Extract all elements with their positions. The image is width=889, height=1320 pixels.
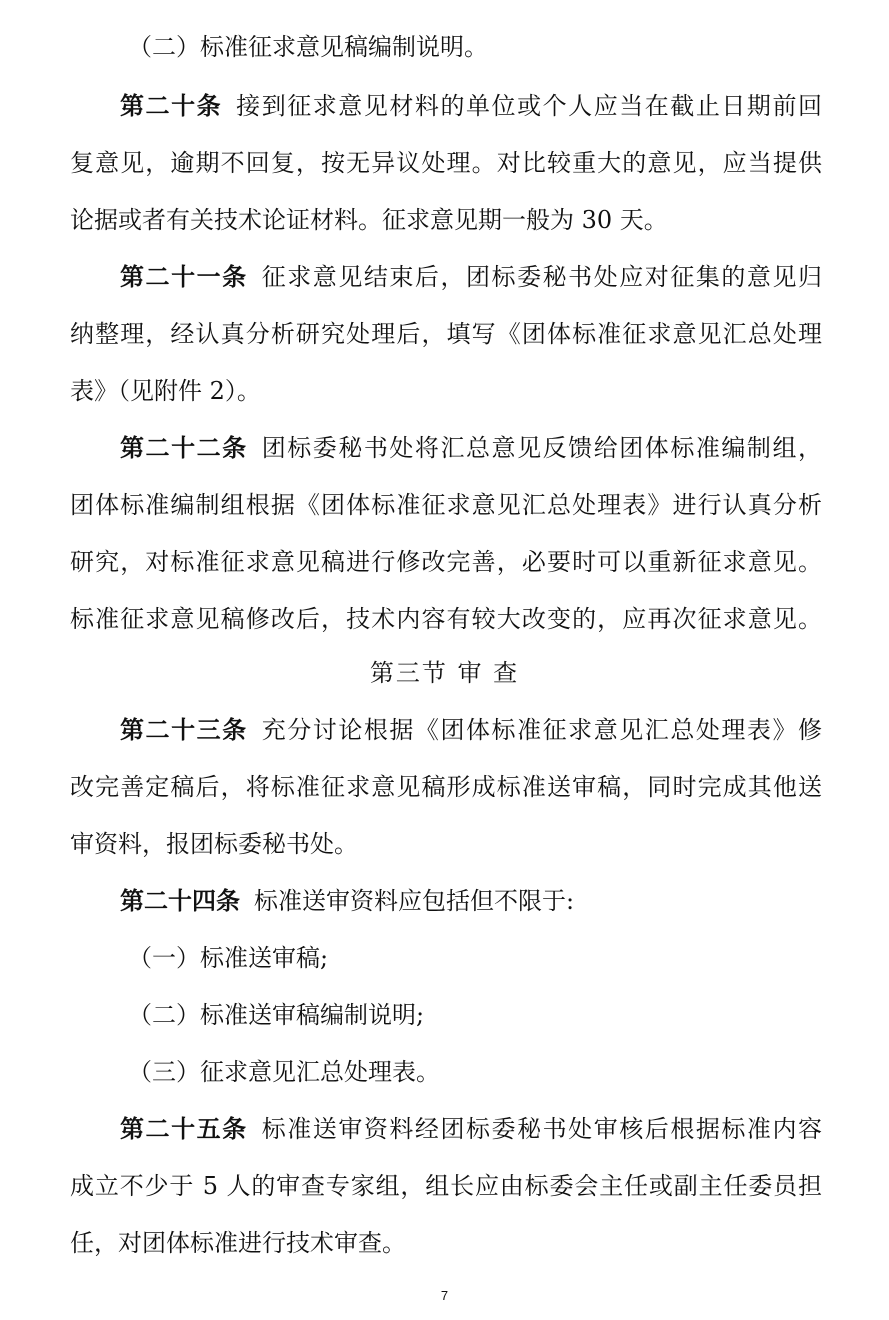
list-item-3: （三）征求意见汇总处理表。 bbox=[128, 1058, 440, 1086]
article-23-line-3: 审资料，报团标委秘书处。 bbox=[70, 830, 358, 858]
article-22-line-3: 研究，对标准征求意见稿进行修改完善，必要时可以重新征求意见。 bbox=[70, 548, 822, 576]
list-item-top: （二）标准征求意见稿编制说明。 bbox=[128, 33, 488, 61]
article-20-line-3: 论据或者有关技术论证材料。征求意见期一般为 30 天。 bbox=[70, 206, 668, 234]
article-23-line-2: 改完善定稿后，将标准征求意见稿形成标准送审稿，同时完成其他送 bbox=[70, 773, 822, 801]
list-item-1: （一）标准送审稿; bbox=[128, 944, 329, 972]
article-20-line-2: 复意见，逾期不回复，按无异议处理。对比较重大的意见，应当提供 bbox=[70, 149, 822, 177]
article-25-line-2: 成立不少于 5 人的审查专家组，组长应由标委会主任或副主任委员担 bbox=[70, 1172, 822, 1200]
article-22-title: 第二十二条 bbox=[120, 433, 248, 462]
article-22-line-2: 团体标准编制组根据《团体标准征求意见汇总处理表》进行认真分析 bbox=[70, 491, 822, 519]
article-22-line-1: 第二十二条 团标委秘书处将汇总意见反馈给团体标准编制组， bbox=[120, 433, 822, 462]
article-20-line-1: 第二十条 接到征求意见材料的单位或个人应当在截止日期前回 bbox=[120, 91, 822, 120]
article-25-line-1: 第二十五条 标准送审资料经团标委秘书处审核后根据标准内容 bbox=[120, 1114, 822, 1143]
page-number: 7 bbox=[440, 1288, 449, 1303]
article-21-line-3: 表》（见附件 2）。 bbox=[70, 377, 261, 405]
article-23-line-1: 第二十三条 充分讨论根据《团体标准征求意见汇总处理表》修 bbox=[120, 715, 822, 744]
article-23-title: 第二十三条 bbox=[120, 715, 248, 744]
article-25-title: 第二十五条 bbox=[120, 1114, 248, 1143]
list-item-2: （二）标准送审稿编制说明; bbox=[128, 1001, 425, 1029]
article-21-line-1: 第二十一条 征求意见结束后，团标委秘书处应对征集的意见归 bbox=[120, 262, 822, 291]
article-20-title: 第二十条 bbox=[120, 91, 223, 120]
section-heading: 第三节 审 查 bbox=[369, 659, 520, 687]
article-22-line-4: 标准征求意见稿修改后，技术内容有较大改变的，应再次征求意见。 bbox=[70, 605, 822, 633]
article-24-line-1: 第二十四条 标准送审资料应包括但不限于: bbox=[120, 886, 575, 915]
article-21-line-2: 纳整理，经认真分析研究处理后，填写《团体标准征求意见汇总处理 bbox=[70, 320, 822, 348]
article-21-title: 第二十一条 bbox=[120, 262, 248, 291]
article-24-title: 第二十四条 bbox=[120, 886, 240, 915]
article-25-line-3: 任，对团体标准进行技术审查。 bbox=[70, 1229, 406, 1257]
